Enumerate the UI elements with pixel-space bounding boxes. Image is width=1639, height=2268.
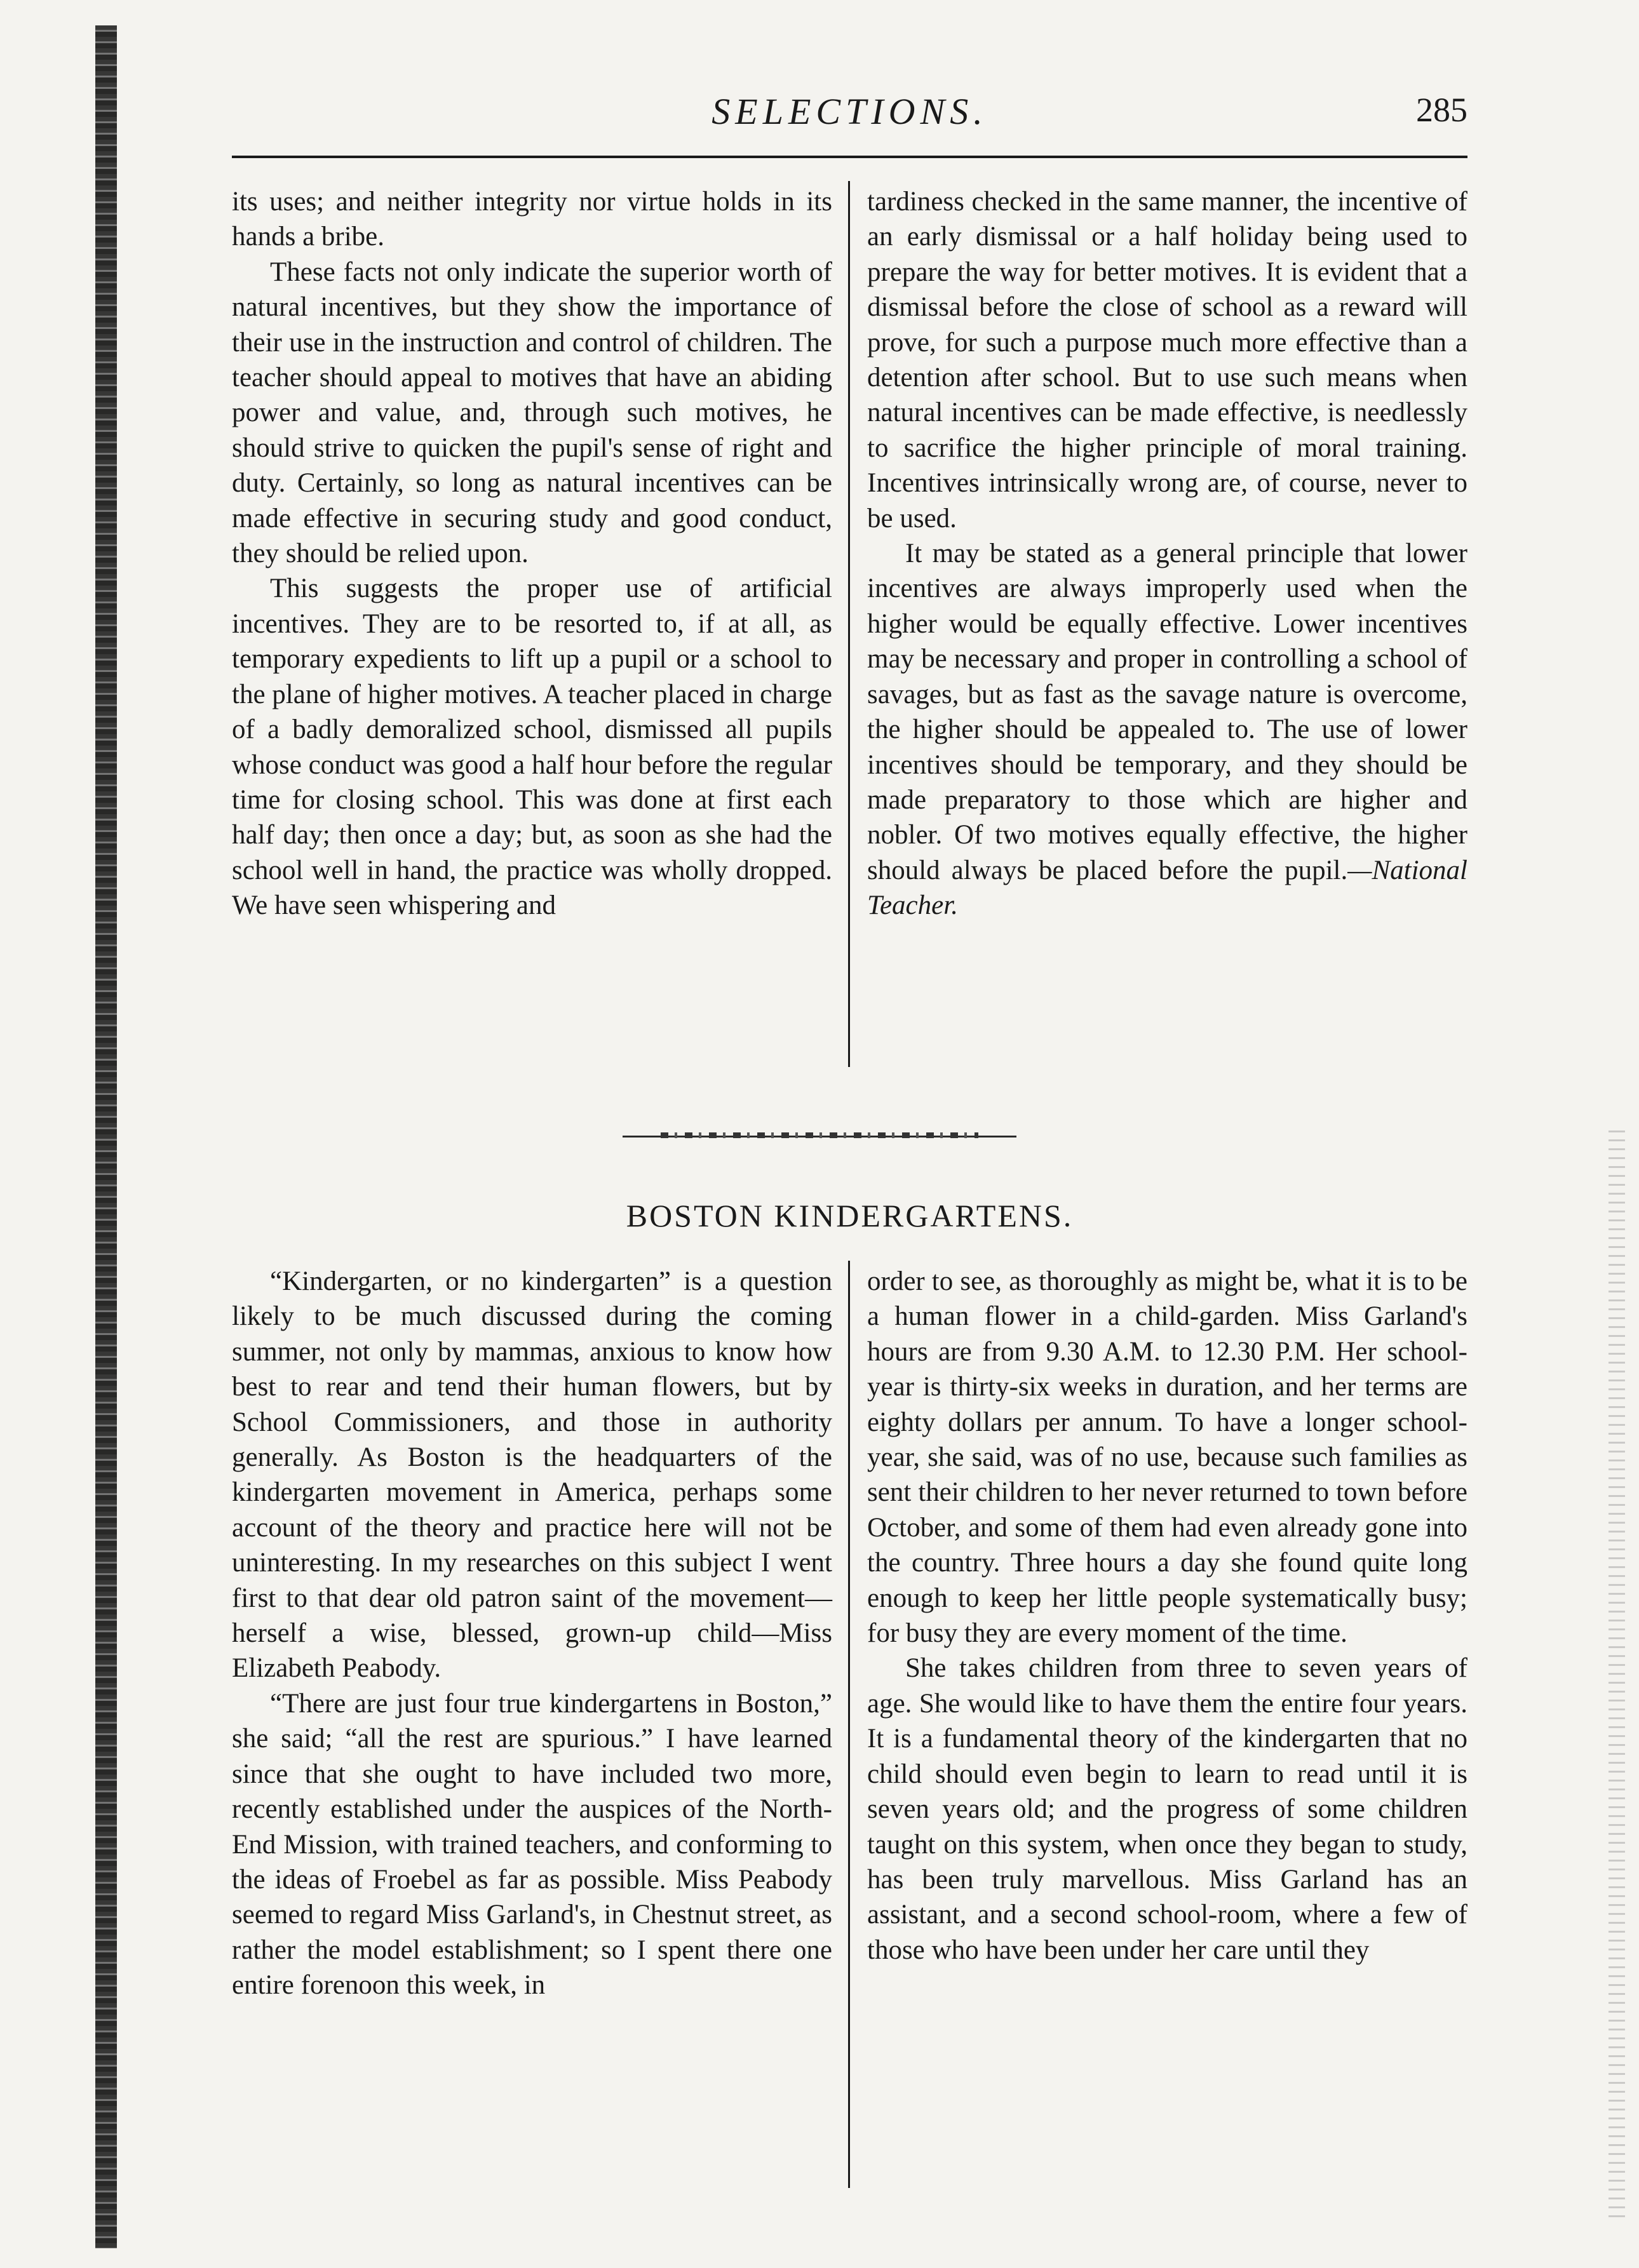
top-left-column [232,184,832,923]
paragraph: order to see, as thoroughly as might be, what it is to be a human flower in a child-garden. Miss Garland's hours are from 9.30 A.M. to 12.30 P.M. Her school-year is thirty-six weeks in duration, and her terms are eighty dollars per annum. To have a longer school-year, she said, was of no use, because such families as sent their children to her never returned to town before October, and some of them had even already gone into the country. Three hours a day she found quite long enough to keep her little people systematically busy; for busy they are every moment of the time. [867,1266,1467,1649]
attribution: —National Teacher. [867,855,1467,921]
paragraph: These facts not only indicate the superior worth of natural incentives, but they show the importance of their use in the instruction and control of children. The teacher should appeal to motives that have an abiding power and value, and, through such motives, he should strive to quicken the pupil's sense of right and duty. Certainly, so long as natural incentives can be made effective in securing study and good conduct, they should be relied upon. [232,257,832,569]
column-divider [848,1261,850,2188]
scan-right-edge [1609,1131,1625,2223]
paragraph: its uses; and neither integrity nor virtue holds in its hands a bribe. [232,187,832,252]
top-right-column [867,184,1467,923]
ornamental-divider [623,1136,1016,1145]
running-title: SELECTIONS. [712,91,988,132]
header-rule [232,156,1467,158]
section-left-column [232,1264,832,2003]
section-right-column [867,1264,1467,1968]
paragraph [867,536,1467,923]
section-title: BOSTON KINDERGARTENS. [626,1198,1074,1233]
paragraph: “Kindergarten, or no kindergarten” is a question likely to be much discussed during the coming summer, not only by mammas, anxious to know how best to rear and tend their human flowers, but by School Commissioners, and those in authority generally. As Boston is the headquarters of the kindergarten movement in America, perhaps some account of the theory and practice here will not be uninteresting. In my researches on this subject I went first to that dear old patron saint of the movement—herself a wise, blessed, grown-up child—Miss Elizabeth Peabody. [232,1266,832,1684]
running-head [232,90,1467,141]
paragraph: “There are just four true kindergartens in Boston,” she said; “all the rest are spurious.” I have learned since that she ought to have included two more, recently established under the auspices of the North-End Mission, with trained teachers, and conforming to the ideas of Froebel as far as possible. Miss Peabody seemed to regard Miss Garland's, in Chestnut street, as rather the model establishment; so I spent there one entire forenoon this week, in [232,1688,832,2001]
column-divider [848,181,850,1067]
paragraph: tardiness checked in the same manner, the incentive of an early dismissal or a half holiday being used to prepare the way for better motives. It is evident that a dismissal before the close of school as a reward will prove, for such a purpose much more effective than a detention after school. But to use such means when natural incentives can be made effective, is needlessly to sacrifice the higher principle of moral training. Incentives intrinsically wrong are, of course, never to be used. [867,187,1467,533]
scan-binding-edge [95,25,117,2248]
paragraph: This suggests the proper use of artificial incentives. They are to be resorted to, if at all, as temporary expedients to lift up a pupil or a school to the plane of higher motives. A teacher placed in charge of a badly demoralized school, dismissed all pupils whose conduct was good a half hour before the regular time for closing school. This was done at first each half day; then once a day; but, as soon as she had the school well in hand, the practice was wholly dropped. We have seen whispering and [232,574,832,921]
page-number: 285 [1416,91,1467,129]
paragraph: She takes children from three to seven years of age. She would like to have them the entire four years. It is a fundamental theory of the kindergarten that no child should even begin to learn to read until it is seven years old; and the progress of some children taught on this system, when once they began to study, has been truly marvellous. Miss Garland has an assistant, and a second school-room, where a few of those who have been under her care until they [867,1653,1467,1965]
paragraph-text: It may be stated as a general principle that lower incentives are always improperly used when the higher would be equally effective. Lower incentives may be necessary and proper in controlling a school of savages, but as fast as the savage nature is overcome, the higher should be appealed to. The use of lower incentives should be temporary, and they should be made preparatory to those which are higher and nobler. Of two motives equally effective, the higher should always be placed before the pupil. [867,539,1467,885]
